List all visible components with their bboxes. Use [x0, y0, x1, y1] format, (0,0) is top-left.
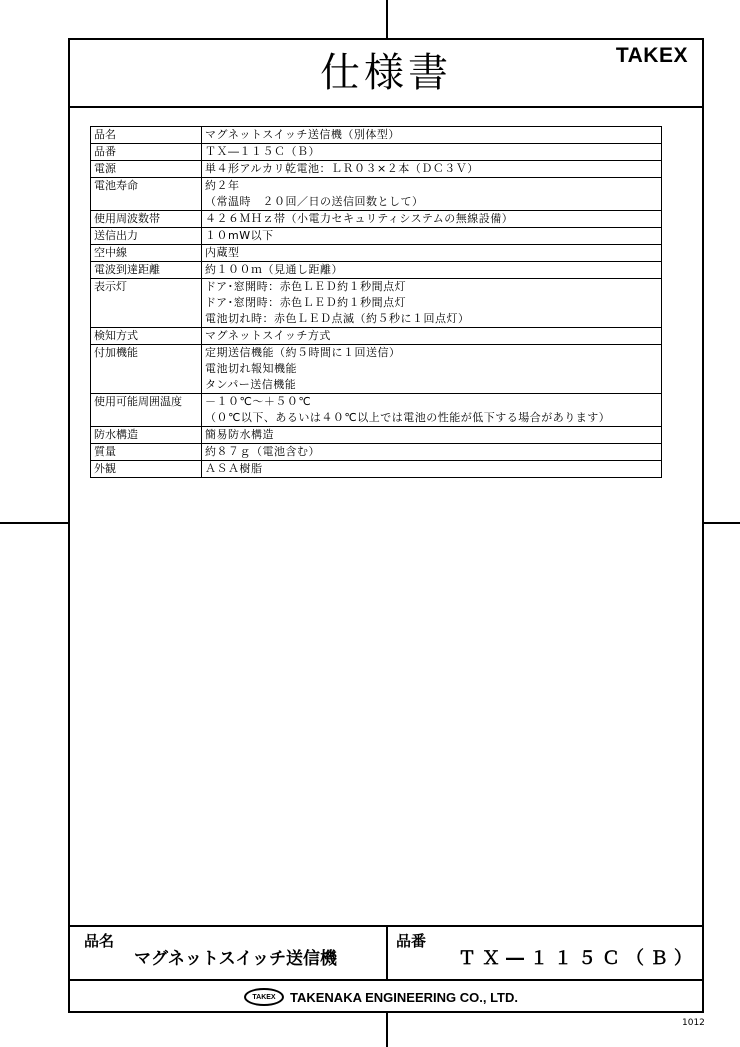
spec-value-line: ドア･窓開時：赤色ＬＥＤ約１秒間点灯: [205, 280, 407, 293]
table-row: [91, 345, 662, 394]
spec-value-line: 単４形アルカリ乾電池：ＬＲ０３×２本（ＤＣ３Ｖ）: [205, 162, 479, 175]
spec-value: [202, 345, 662, 394]
document-code: 1012: [682, 1018, 705, 1028]
spec-label: 検知方式: [91, 328, 202, 345]
page-title: 仕様書: [320, 50, 452, 96]
company-block: [244, 988, 518, 1006]
spec-value-line: 約１００ｍ（見通し距離）: [205, 263, 343, 276]
spec-value-line: 電池切れ時：赤色ＬＥＤ点滅（約５秒に１回点灯）: [205, 312, 470, 325]
spec-value-line: 定期送信機能（約５時間に１回送信）: [205, 346, 401, 359]
spec-value: [202, 127, 662, 144]
spec-value-line: ４２６ＭＨｚ帯（小電力セキュリティシステムの無線設備）: [205, 212, 514, 225]
table-row: [91, 427, 662, 444]
table-row: [91, 328, 662, 345]
spec-sheet-frame: [68, 38, 704, 1013]
table-row: [91, 279, 662, 328]
spec-label: 使用周波数帯: [91, 211, 202, 228]
spec-label: 表示灯: [91, 279, 202, 328]
table-row: [91, 144, 662, 161]
crop-mark-top: [386, 0, 388, 38]
spec-label: 付加機能: [91, 345, 202, 394]
table-row: [91, 228, 662, 245]
spec-value: [202, 394, 662, 427]
brand-logo: TAKEX: [615, 44, 688, 67]
spec-value-line: 電池切れ報知機能: [205, 362, 297, 375]
footer-part-label: 品番: [396, 932, 427, 950]
spec-value: [202, 144, 662, 161]
spec-label: 電源: [91, 161, 202, 178]
spec-label: 防水構造: [91, 427, 202, 444]
spec-value-line: マグネットスイッチ送信機（別体型）: [205, 128, 400, 141]
table-row: [91, 178, 662, 211]
footer-divider-vertical: [386, 927, 388, 979]
spec-label: 使用可能周囲温度: [91, 394, 202, 427]
spec-value: [202, 427, 662, 444]
spec-value: [202, 161, 662, 178]
footer-name-value: マグネットスイッチ送信機: [134, 949, 337, 969]
spec-value-line: ＴＸ―１１５Ｃ（Ｂ）: [205, 145, 320, 158]
table-row: [91, 211, 662, 228]
spec-label: 品名: [91, 127, 202, 144]
spec-value-line: （常温時 ２０回／日の送信回数として）: [205, 195, 424, 208]
table-row: [91, 394, 662, 427]
footer-part-value: ＴＸ―１１５Ｃ（Ｂ）: [458, 948, 698, 969]
spec-value-line: タンパー送信機能: [205, 378, 297, 391]
crop-mark-left: [0, 522, 68, 524]
spec-label: 外観: [91, 461, 202, 478]
spec-value: [202, 279, 662, 328]
spec-value-line: ドア･窓閉時：赤色ＬＥＤ約１秒間点灯: [205, 296, 407, 309]
footer-name-label: 品名: [84, 932, 115, 950]
spec-value-line: 簡易防水構造: [205, 428, 274, 441]
spec-value: [202, 245, 662, 262]
spec-label: 質量: [91, 444, 202, 461]
spec-value: [202, 262, 662, 279]
crop-mark-bottom: [386, 1013, 388, 1047]
table-row: [91, 461, 662, 478]
table-row: [91, 262, 662, 279]
spec-label: 電波到達距離: [91, 262, 202, 279]
spec-value-line: マグネットスイッチ方式: [205, 329, 331, 342]
spec-value-line: １０mW以下: [205, 229, 274, 242]
table-row: [91, 127, 662, 144]
spec-value-line: ＡＳＡ樹脂: [205, 462, 263, 475]
spec-label: 空中線: [91, 245, 202, 262]
spec-value-line: －１０℃～＋５０℃: [205, 395, 312, 408]
spec-value-line: 約８７ｇ（電池含む）: [205, 445, 320, 458]
spec-value-line: （０℃以下、あるいは４０℃以上では電池の性能が低下する場合があります）: [205, 411, 611, 424]
spec-table: [90, 126, 662, 478]
spec-value: [202, 461, 662, 478]
spec-value: [202, 228, 662, 245]
company-name: TAKENAKA ENGINEERING CO., LTD.: [290, 989, 518, 1005]
spec-label: 電池寿命: [91, 178, 202, 211]
table-row: [91, 245, 662, 262]
spec-value: [202, 444, 662, 461]
company-logo: TAKEX: [244, 988, 284, 1006]
spec-value-line: 内蔵型: [205, 246, 240, 259]
table-row: [91, 444, 662, 461]
spec-value: [202, 178, 662, 211]
crop-mark-right: [704, 522, 740, 524]
table-row: [91, 161, 662, 178]
footer-divider-middle: [70, 979, 702, 981]
spec-label: 品番: [91, 144, 202, 161]
header-divider: [70, 106, 702, 108]
spec-value-line: 約２年: [205, 179, 240, 192]
spec-value: [202, 328, 662, 345]
spec-label: 送信出力: [91, 228, 202, 245]
spec-value: [202, 211, 662, 228]
